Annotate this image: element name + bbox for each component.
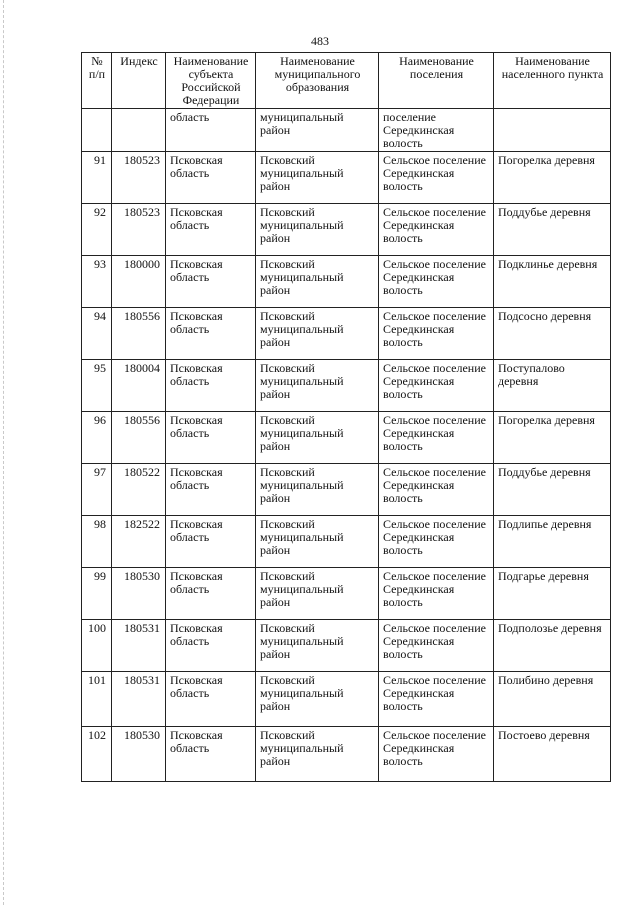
- cell-index: 180530: [112, 568, 166, 620]
- header-locality: Наименование населенного пункта: [494, 53, 611, 109]
- cell-index: 180556: [112, 412, 166, 464]
- cell-locality: Подполозье деревня: [494, 620, 611, 672]
- continuation-row: [82, 109, 611, 152]
- cell-num: 91: [82, 152, 112, 204]
- cell-index: [112, 109, 166, 152]
- cell-num: 97: [82, 464, 112, 516]
- cell-municipality: Псковский муниципальный район: [256, 256, 379, 308]
- cell-municipality: Псковский муниципальный район: [256, 308, 379, 360]
- cell-locality: Поддубье деревня: [494, 464, 611, 516]
- cell-municipality: Псковский муниципальный район: [256, 412, 379, 464]
- cell-index: 180530: [112, 727, 166, 782]
- cell-municipality: Псковский муниципальный район: [256, 672, 379, 727]
- cell-index: 180531: [112, 672, 166, 727]
- cell-settlement: Сельское поселение Середкинская волость: [379, 464, 494, 516]
- cell-subject: Псковская область: [166, 152, 256, 204]
- cell-settlement: Сельское поселение Середкинская волость: [379, 672, 494, 727]
- cell-num: 102: [82, 727, 112, 782]
- cell-locality: Погорелка деревня: [494, 412, 611, 464]
- cell-locality: Поступалово деревня: [494, 360, 611, 412]
- cell-index: 180522: [112, 464, 166, 516]
- cell-locality: Погорелка деревня: [494, 152, 611, 204]
- cell-subject: Псковская область: [166, 727, 256, 782]
- cell-locality: Подлипье деревня: [494, 516, 611, 568]
- localities-table: [81, 52, 611, 782]
- page-edge: [3, 0, 5, 905]
- cell-municipality: Псковский муниципальный район: [256, 204, 379, 256]
- cell-index: 180556: [112, 308, 166, 360]
- cell-settlement: Сельское поселение Середкинская волость: [379, 204, 494, 256]
- cell-locality: Поддубье деревня: [494, 204, 611, 256]
- cell-locality: Полибино деревня: [494, 672, 611, 727]
- header-num: № п/п: [82, 53, 112, 109]
- cell-subject: Псковская область: [166, 620, 256, 672]
- cell-settlement: поселение Середкинская волость: [379, 109, 494, 152]
- cell-subject: Псковская область: [166, 308, 256, 360]
- cell-num: 95: [82, 360, 112, 412]
- cell-num: 99: [82, 568, 112, 620]
- cell-locality: Постоево деревня: [494, 727, 611, 782]
- table-row: [82, 620, 611, 672]
- cell-subject: Псковская область: [166, 204, 256, 256]
- cell-settlement: Сельское поселение Середкинская волость: [379, 308, 494, 360]
- cell-settlement: Сельское поселение Середкинская волость: [379, 256, 494, 308]
- cell-settlement: Сельское поселение Середкинская волость: [379, 152, 494, 204]
- table-row: [82, 256, 611, 308]
- cell-subject: Псковская область: [166, 568, 256, 620]
- cell-subject: Псковская область: [166, 516, 256, 568]
- cell-locality: Подгарье деревня: [494, 568, 611, 620]
- cell-subject: Псковская область: [166, 360, 256, 412]
- cell-settlement: Сельское поселение Середкинская волость: [379, 727, 494, 782]
- cell-subject: Псковская область: [166, 672, 256, 727]
- table-row: [82, 672, 611, 727]
- table-row: [82, 516, 611, 568]
- table-header-row: [82, 53, 611, 109]
- cell-subject: Псковская область: [166, 256, 256, 308]
- cell-municipality: Псковский муниципальный район: [256, 516, 379, 568]
- table-row: [82, 412, 611, 464]
- cell-num: 94: [82, 308, 112, 360]
- cell-num: 92: [82, 204, 112, 256]
- cell-municipality: Псковский муниципальный район: [256, 727, 379, 782]
- cell-municipality: Псковский муниципальный район: [256, 464, 379, 516]
- cell-index: 180004: [112, 360, 166, 412]
- cell-subject: Псковская область: [166, 412, 256, 464]
- cell-settlement: Сельское поселение Середкинская волость: [379, 360, 494, 412]
- table-row: [82, 308, 611, 360]
- cell-index: 180523: [112, 152, 166, 204]
- cell-num: 93: [82, 256, 112, 308]
- cell-num: 98: [82, 516, 112, 568]
- cell-locality: [494, 109, 611, 152]
- cell-index: 180000: [112, 256, 166, 308]
- header-municipality: Наименование муниципального образования: [256, 53, 379, 109]
- cell-municipality: Псковский муниципальный район: [256, 152, 379, 204]
- cell-index: 180531: [112, 620, 166, 672]
- header-subject: Наименование субъекта Российской Федерации: [166, 53, 256, 109]
- table-row: [82, 204, 611, 256]
- header-index: Индекс: [112, 53, 166, 109]
- table-row: [82, 568, 611, 620]
- table-row: [82, 727, 611, 782]
- cell-index: 182522: [112, 516, 166, 568]
- cell-municipality: муниципальный район: [256, 109, 379, 152]
- cell-settlement: Сельское поселение Середкинская волость: [379, 516, 494, 568]
- cell-locality: Подклинье деревня: [494, 256, 611, 308]
- cell-settlement: Сельское поселение Середкинская волость: [379, 568, 494, 620]
- cell-settlement: Сельское поселение Середкинская волость: [379, 620, 494, 672]
- cell-num: 101: [82, 672, 112, 727]
- page-number: 483: [311, 34, 329, 48]
- cell-municipality: Псковский муниципальный район: [256, 568, 379, 620]
- cell-num: [82, 109, 112, 152]
- cell-settlement: Сельское поселение Середкинская волость: [379, 412, 494, 464]
- header-settlement: Наименование поселения: [379, 53, 494, 109]
- cell-locality: Подсосно деревня: [494, 308, 611, 360]
- cell-num: 100: [82, 620, 112, 672]
- cell-municipality: Псковский муниципальный район: [256, 360, 379, 412]
- cell-subject: область: [166, 109, 256, 152]
- cell-municipality: Псковский муниципальный район: [256, 620, 379, 672]
- table-row: [82, 152, 611, 204]
- cell-subject: Псковская область: [166, 464, 256, 516]
- cell-index: 180523: [112, 204, 166, 256]
- table-row: [82, 464, 611, 516]
- cell-num: 96: [82, 412, 112, 464]
- table-row: [82, 360, 611, 412]
